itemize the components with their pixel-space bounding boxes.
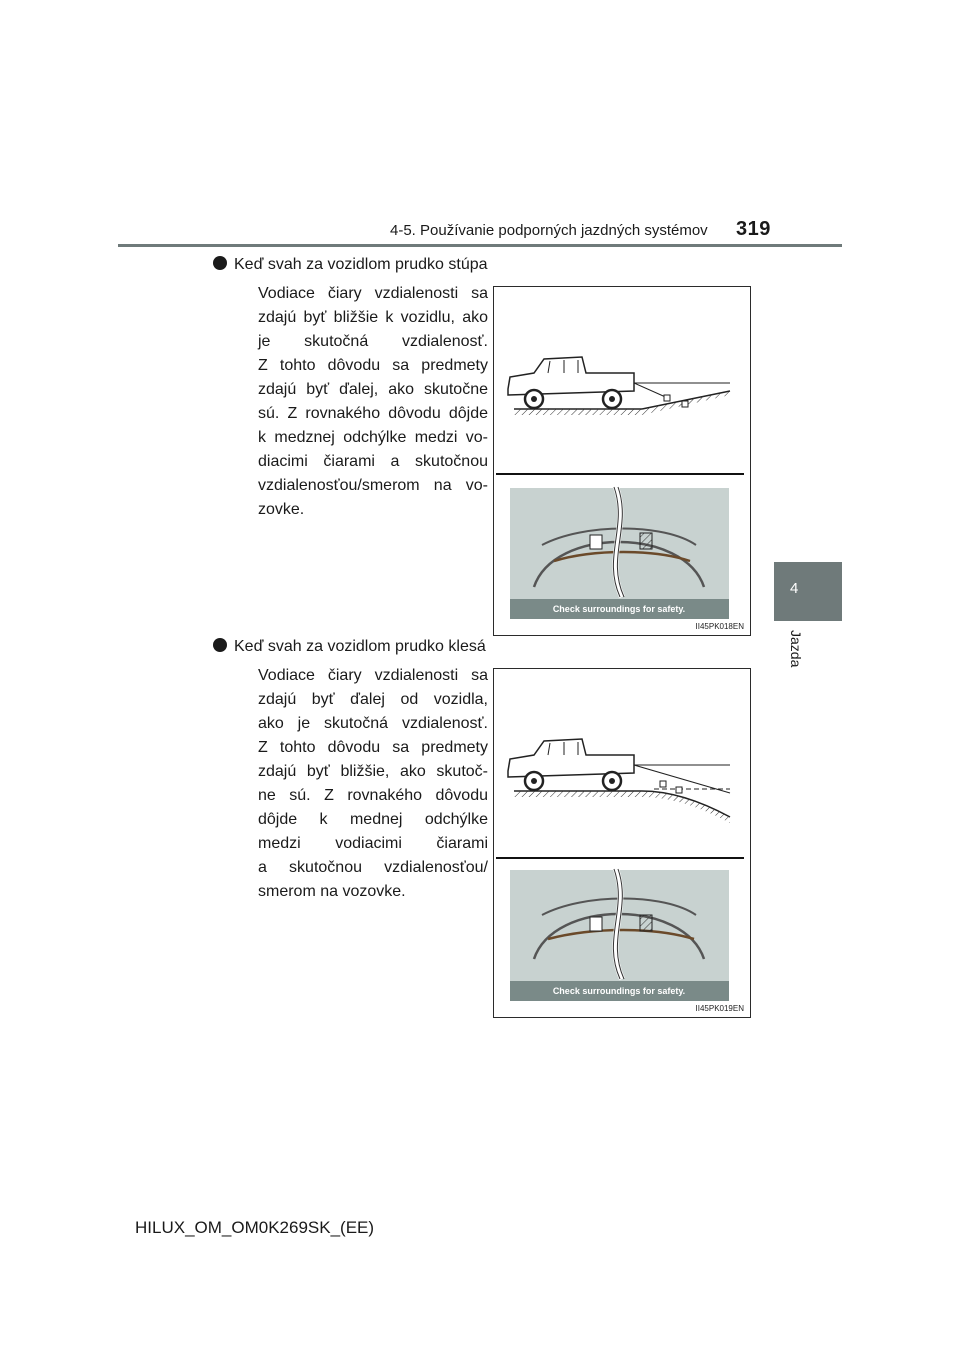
- chapter-number: 4: [790, 580, 799, 597]
- heading-text: Keď svah za vozidlom prudko klesá: [234, 638, 486, 655]
- text-line: zovke.: [258, 501, 305, 518]
- document-code: HILUX_OM_OM0K269SK_(EE): [135, 1218, 375, 1237]
- figure-uphill-illustration: [494, 287, 750, 635]
- text-line: k medznej odchýlke medzi vo-: [258, 429, 488, 446]
- bullet-icon: [213, 256, 227, 270]
- page-number: 319: [736, 218, 771, 240]
- chapter-title: Jazda: [788, 630, 804, 668]
- text-line: ne sú. Z rovnakého dôvodu: [258, 787, 488, 804]
- figure-downhill: [493, 668, 751, 1018]
- body-text-uphill: [258, 282, 488, 522]
- text-line: Z tohto dôvodu sa predmety: [258, 357, 488, 374]
- figure-code: II45PK018EN: [695, 622, 744, 631]
- figure-uphill: [493, 286, 751, 636]
- truck-side-view: [508, 739, 730, 823]
- text-line: diacimi čiarami a skutočnou: [258, 453, 488, 470]
- screen-message: Check surroundings for safety.: [552, 604, 686, 614]
- text-line: Z tohto dôvodu sa predmety: [258, 739, 488, 756]
- header-rule: [118, 244, 842, 247]
- screen-message: Check surroundings for safety.: [552, 986, 686, 996]
- text-line: smerom na vozovke.: [258, 883, 406, 900]
- text-line: Vodiace čiary vzdialenosti sa: [258, 285, 488, 302]
- text-line: vzdialenosťou/smerom na vo-: [258, 477, 488, 494]
- camera-screen: [510, 487, 729, 619]
- text-line: medzi vodiacimi čiarami: [258, 835, 488, 852]
- bullet-icon: [213, 638, 227, 652]
- truck-side-view: [508, 357, 730, 415]
- chapter-tab: [774, 562, 842, 621]
- section-heading-uphill: [213, 256, 488, 274]
- text-line: zdajú byť bližšie k vozidlu, ako: [258, 309, 488, 326]
- text-line: sú. Z rovnakého dôvodu dôjde: [258, 405, 488, 422]
- section-heading-downhill: [213, 638, 486, 656]
- text-line: dôjde k mednej odchýlke: [258, 811, 488, 828]
- camera-screen: [510, 869, 729, 1001]
- running-header: 4-5. Používanie podporných jazdných systémov: [390, 222, 708, 239]
- text-line: zdajú byť ďalej, ako skutočne: [258, 381, 488, 398]
- text-line: je skutočná vzdialenosť.: [258, 333, 488, 350]
- text-line: Vodiace čiary vzdialenosti sa: [258, 667, 488, 684]
- text-line: zdajú byť ďalej od vozidla,: [258, 691, 488, 708]
- figure-downhill-illustration: [494, 669, 750, 1017]
- text-line: ako je skutočná vzdialenosť.: [258, 715, 488, 732]
- body-text-downhill: [258, 664, 488, 904]
- figure-code: II45PK019EN: [695, 1004, 744, 1013]
- heading-text: Keď svah za vozidlom prudko stúpa: [234, 256, 488, 273]
- text-line: a skutočnou vzdialenosťou/: [258, 859, 488, 876]
- text-line: zdajú byť bližšie, ako skutoč-: [258, 763, 488, 780]
